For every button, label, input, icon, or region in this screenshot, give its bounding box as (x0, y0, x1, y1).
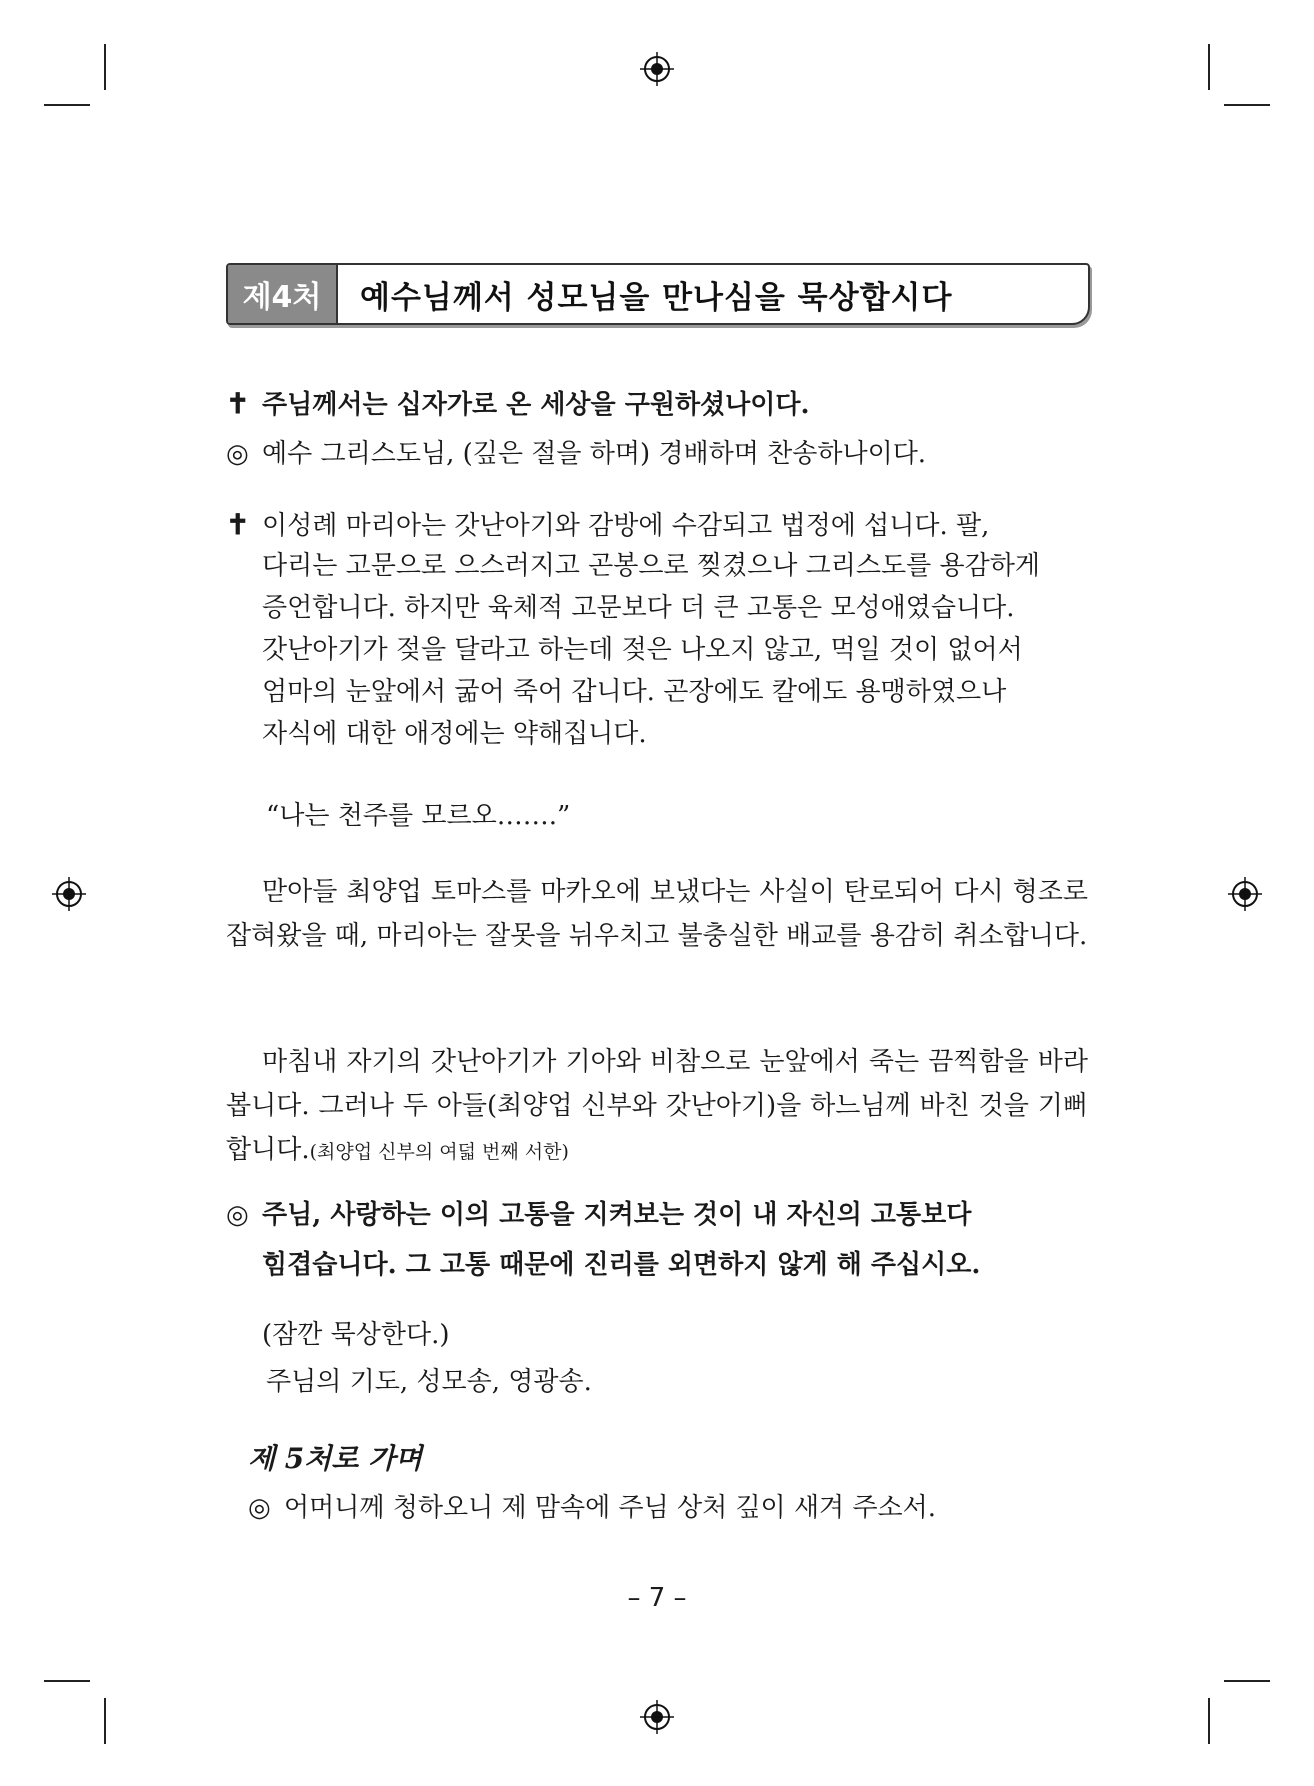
station-number: 제4처 (228, 265, 338, 323)
crop-mark (104, 1698, 106, 1744)
crop-mark (44, 1680, 90, 1682)
crop-mark (1224, 1680, 1270, 1682)
meditation-line: ✝ 이성례 마리아는 갓난아기와 감방에 수감되고 법정에 섭니다. 팔, (226, 508, 990, 541)
registration-mark-icon (52, 877, 86, 911)
response-mark-icon: ◎ (248, 1493, 271, 1523)
versicle-text: 주님께서는 십자가로 온 세상을 구원하셨나이다. (262, 390, 810, 420)
cross-icon: ✝ (226, 508, 250, 541)
meditation-line: 엄마의 눈앞에서 굶어 죽어 갑니다. 곤장에도 칼에도 용맹하였으나 (262, 677, 1007, 707)
meditation-line: 자식에 대한 애정에는 약해집니다. (262, 719, 647, 749)
crop-mark (1208, 1698, 1210, 1744)
registration-mark-icon (640, 52, 674, 86)
prayer-line: ◎ 주님, 사랑하는 이의 고통을 지켜보는 것이 내 자신의 고통보다 (226, 1200, 972, 1230)
instruction-pause: (잠깐 묵상한다.) (262, 1320, 450, 1350)
response-mark-icon: ◎ (226, 1200, 249, 1230)
response-text: 예수 그리스도님, (깊은 절을 하며) 경배하며 찬송하나이다. (262, 439, 927, 469)
meditation-line: 다리는 고문으로 으스러지고 곤봉으로 찢겼으나 그리스도를 용감하게 (262, 551, 1040, 581)
crop-mark (1224, 104, 1270, 106)
meditation-line: 증언합니다. 하지만 육체적 고문보다 더 큰 고통은 모성애였습니다. (262, 593, 1015, 623)
paragraph: 마침내 자기의 갓난아기가 기아와 비참으로 눈앞에서 죽는 끔찍함을 바라봅니다. 그러나 두 아들(최양업 신부와 갓난아기)을 하느님께 바친 것을 기뻐합니다.(최양업 신부의 여덟 번째 서한) (226, 1047, 1088, 1165)
registration-mark-icon (1228, 877, 1262, 911)
station-header (226, 263, 1090, 325)
cross-icon: ✝ (226, 387, 250, 420)
next-station-response: ◎ 어머니께 청하오니 제 맘속에 주님 상처 깊이 새겨 주소서. (248, 1493, 937, 1523)
crop-mark (1208, 44, 1210, 90)
registration-mark-icon (640, 1700, 674, 1734)
paragraph: 맏아들 최양업 토마스를 마카오에 보냈다는 사실이 탄로되어 다시 형조로 잡혀왔을 때, 마리아는 잘못을 뉘우치고 불충실한 배교를 용감히 취소합니다. (226, 877, 1088, 951)
page-number: – 7 – (627, 1583, 687, 1613)
quote: “나는 천주를 모르오…….” (266, 801, 571, 831)
prayer-line: 힘겹습니다. 그 고통 때문에 진리를 외면하지 않게 해 주십시오. (262, 1250, 981, 1280)
instruction-prayers: 주님의 기도, 성모송, 영광송. (266, 1367, 592, 1397)
versicle (226, 387, 810, 420)
response (226, 441, 926, 467)
response-mark-icon: ◎ (226, 439, 249, 469)
footnote: (최양업 신부의 여덟 번째 서한) (309, 1141, 569, 1163)
station-title: 예수님께서 성모님을 만나심을 묵상합시다 (360, 279, 953, 316)
next-station-heading: 제 5처로 가며 (248, 1442, 423, 1475)
meditation-line: 갓난아기가 젖을 달라고 하는데 젖은 나오지 않고, 먹일 것이 없어서 (262, 635, 1023, 665)
crop-mark (104, 44, 106, 90)
crop-mark (44, 104, 90, 106)
